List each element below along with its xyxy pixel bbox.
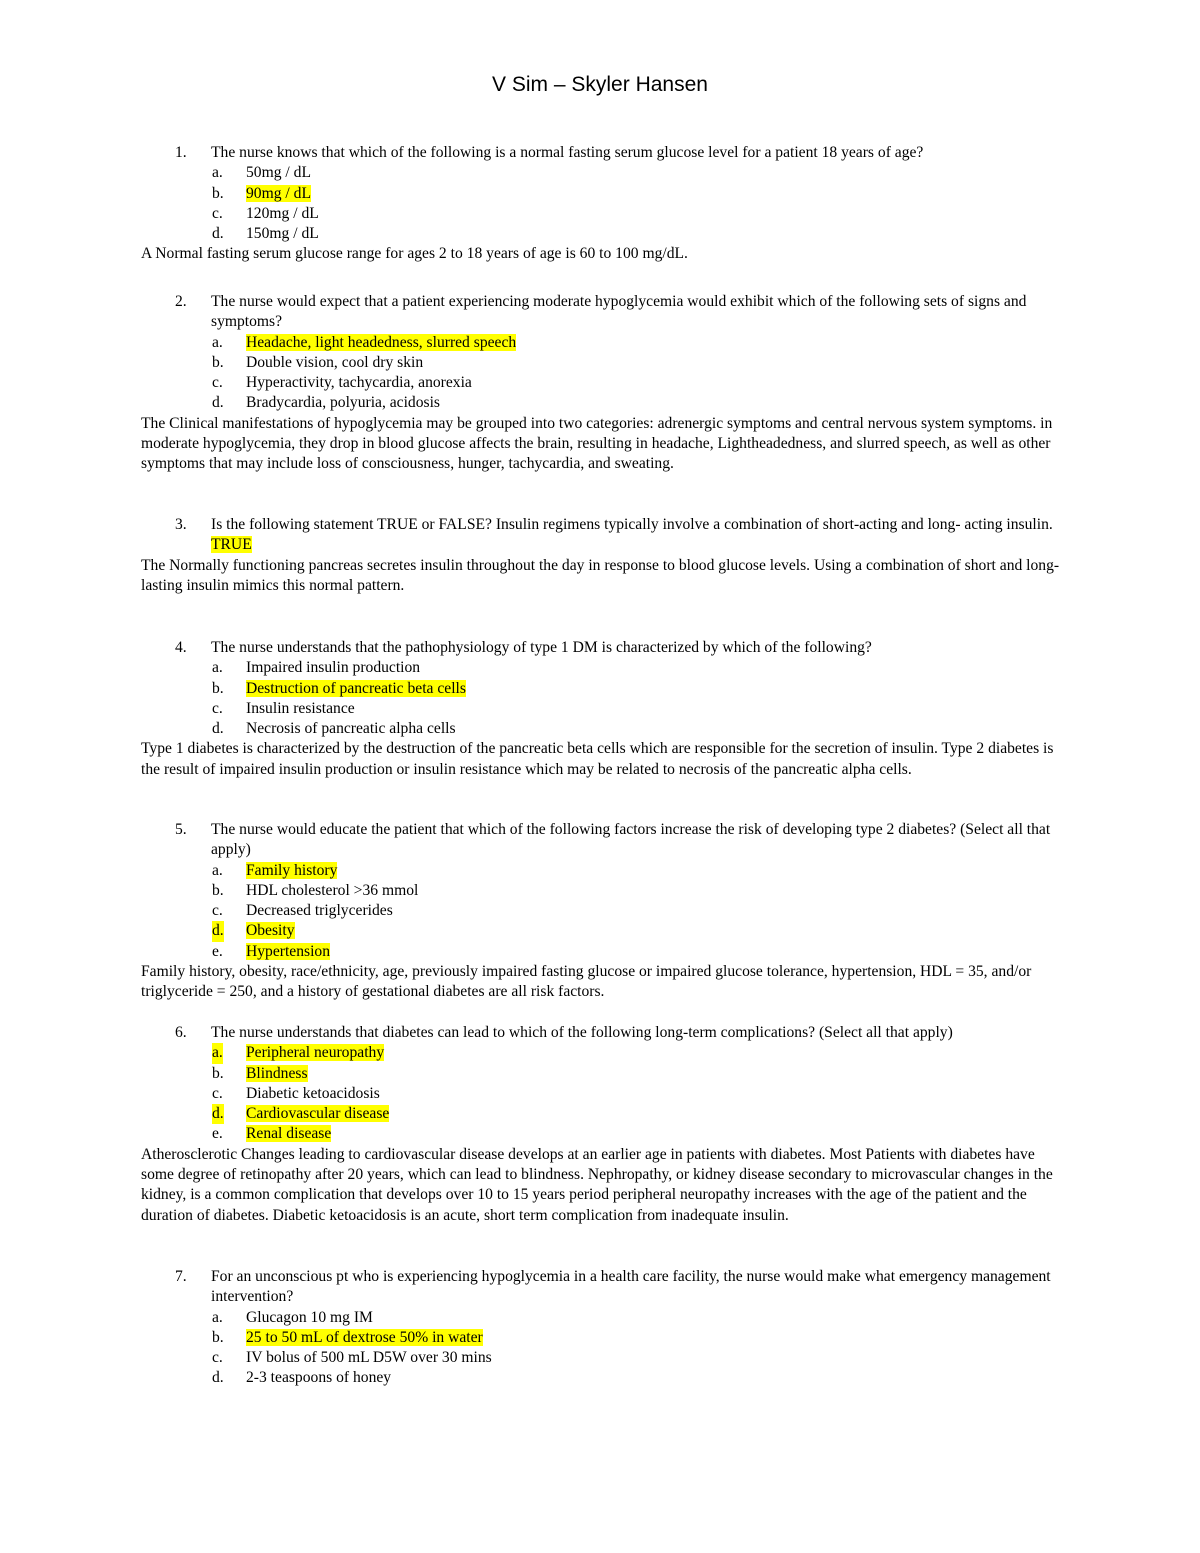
question-number: 1. (175, 144, 187, 161)
question-text: 2. The nurse would expect that a patient experiencing moderate hypoglycemia would exhibit which of the following sets of signs and symptoms? (175, 293, 1027, 331)
question-text: 5. The nurse would educate the patient that which of the following factors increase the risk of developing type 2 diabetes? (Select all that apply) (175, 821, 1051, 859)
option: c. Insulin resistance (212, 699, 355, 717)
option-highlighted: e. Hypertension (212, 942, 331, 960)
option: a. Impaired insulin production (212, 659, 421, 677)
question-text: 7. For an unconscious pt who is experiencing hypoglycemia in a health care facility, the nurse would make what emergency management intervention? (175, 1268, 1051, 1306)
question-number: 2. (175, 293, 187, 310)
option-highlighted: b. Blindness (212, 1064, 308, 1082)
option: b. HDL cholesterol >36 mmol (212, 881, 419, 899)
explanation: The Normally functioning pancreas secretes insulin throughout the day in response to blood glucose levels. Using a combination of short and long-lasting insulin mimics this normal pattern. (141, 556, 1060, 594)
question-number: 3. (175, 516, 187, 533)
question-text: 1. The nurse knows that which of the following is a normal fasting serum glucose level for a patient 18 years of age? (0, 143, 1061, 163)
question-1 (0, 143, 1200, 265)
option: d. 150mg / dL (212, 225, 319, 243)
option-highlighted: e. Renal disease (212, 1125, 332, 1143)
option-highlighted: a. Family history (212, 861, 338, 879)
question-number: 4. (175, 639, 187, 656)
answer: TRUE (211, 536, 252, 554)
option: b. Double vision, cool dry skin (212, 353, 424, 371)
question-7 (0, 1267, 1200, 1389)
question-number: 6. (175, 1024, 187, 1041)
document-title: V Sim – Skyler Hansen (492, 73, 708, 96)
question-text: 6. The nurse understands that diabetes can lead to which of the following long-term complications? (Select all that apply) (0, 1023, 1061, 1043)
option: d. 2-3 teaspoons of honey (212, 1369, 392, 1387)
question-2 (0, 292, 1200, 475)
option-highlighted: b. 90mg / dL (212, 184, 311, 202)
option: d. Bradycardia, polyuria, acidosis (212, 394, 440, 412)
option: a. Glucagon 10 mg IM (212, 1308, 373, 1326)
option-highlighted: d. Obesity (0, 921, 1200, 941)
question-text: 3. Is the following statement TRUE or FALSE? Insulin regimens typically involve a combination of short-acting and long- acting insulin. (0, 515, 1061, 535)
option-highlighted: b. 25 to 50 mL of dextrose 50% in water (212, 1328, 483, 1346)
option-highlighted: b. Destruction of pancreatic beta cells (212, 679, 466, 697)
question-5 (0, 820, 1200, 1003)
explanation: Family history, obesity, race/ethnicity, age, previously impaired fasting glucose or impaired glucose tolerance, hypertension, HDL = 35, and/or triglyceride = 250, and a history of gestational diabetes are all risk factors. (141, 963, 1032, 1001)
option: c. 120mg / dL (212, 204, 319, 222)
option: c. IV bolus of 500 mL D5W over 30 mins (212, 1349, 492, 1367)
option: d. Necrosis of pancreatic alpha cells (212, 720, 456, 738)
question-3 (0, 515, 1200, 596)
question-number: 7. (175, 1268, 187, 1285)
explanation: Type 1 diabetes is characterized by the destruction of the pancreatic beta cells which are responsible for the secretion of insulin. Type 2 diabetes is the result of impaired insulin production or insulin resistance which may be related to necrosis of the pancreatic alpha cells. (141, 740, 1054, 778)
explanation: The Clinical manifestations of hypoglycemia may be grouped into two categories: adrenergic symptoms and central nervous system symptoms. in moderate hypoglycemia, they drop in blood glucose affects the brain, resulting in headache, Lightheadedness, and slurred speech, as well as other symptoms that may include loss of consciousness, hunger, tachycardia, and sweating. (141, 414, 1053, 473)
question-4 (0, 638, 1200, 780)
explanation: A Normal fasting serum glucose range for ages 2 to 18 years of age is 60 to 100 mg/dL. (141, 245, 688, 263)
option: c. Decreased triglycerides (212, 902, 393, 920)
explanation: Atherosclerotic Changes leading to cardiovascular disease develops at an earlier age in patients with diabetes. Most Patients with diabetes have some degree of retinopathy after 20 years, which can lead to blindness. Nephropathy, or kidney disease secondary to microvascular changes in the kidney, is a common complication that develops over 10 to 15 years period peripheral neuropathy increases with the age of the patient and the duration of diabetes. Diabetic ketoacidosis is an acute, short term complication from inadequate insulin. (141, 1145, 1053, 1224)
option: c. Diabetic ketoacidosis (212, 1084, 380, 1102)
option: a. 50mg / dL (212, 164, 311, 182)
question-text: 4. The nurse understands that the pathophysiology of type 1 DM is characterized by which of the following? (0, 638, 1061, 658)
option: c. Hyperactivity, tachycardia, anorexia (212, 374, 472, 392)
option-highlighted: d. Cardiovascular disease (0, 1104, 1200, 1124)
option-highlighted: a. Headache, light headedness, slurred speech (212, 333, 517, 351)
question-number: 5. (175, 821, 187, 838)
question-6 (0, 1023, 1200, 1226)
option-highlighted: a. Peripheral neuropathy (0, 1043, 1200, 1063)
